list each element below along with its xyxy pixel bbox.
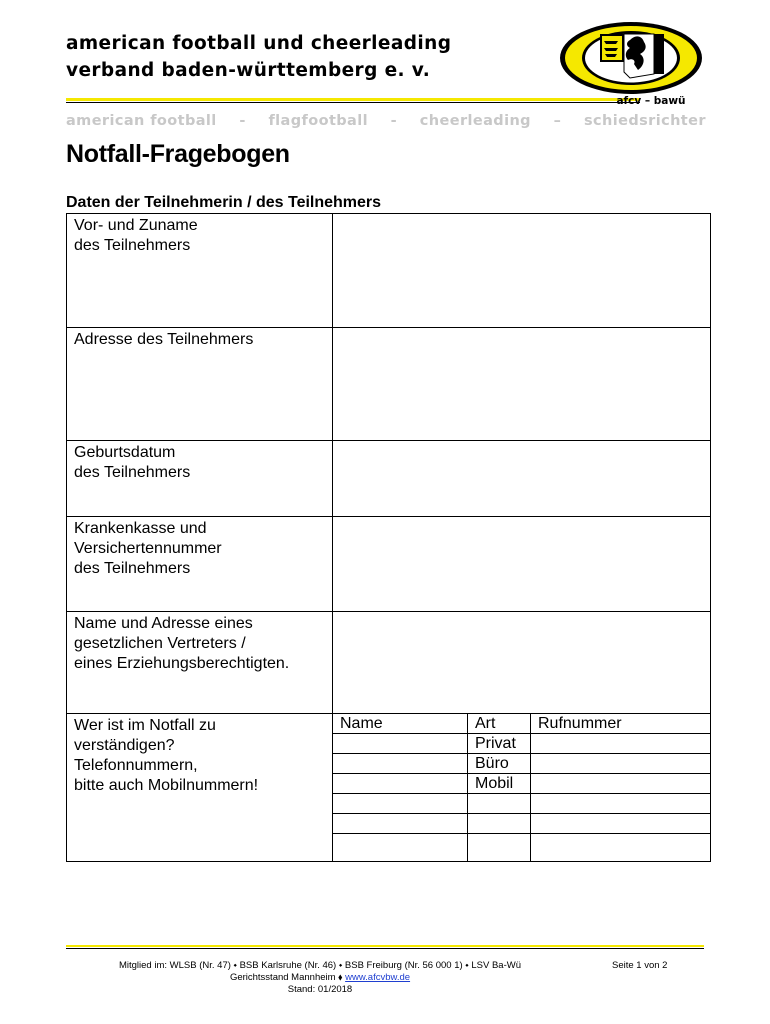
label-line: bitte auch Mobilnummern! bbox=[74, 777, 259, 794]
sport-american-football: american football bbox=[66, 113, 217, 129]
footer-court bbox=[90, 972, 550, 984]
label-line: Telefonnummern, bbox=[74, 757, 198, 774]
form-row-address bbox=[67, 328, 711, 441]
label-line: Vor- und Zuname bbox=[74, 217, 198, 234]
website-link[interactable]: www.afcvbw.de bbox=[345, 972, 411, 983]
contact-phone-field[interactable] bbox=[531, 814, 711, 834]
afcv-logo bbox=[558, 20, 708, 100]
contact-phone-field[interactable] bbox=[531, 774, 711, 794]
contact-row bbox=[333, 814, 710, 834]
label-line: verständigen? bbox=[74, 737, 175, 754]
org-name-line-2: verband baden-württemberg e. v. bbox=[66, 60, 431, 81]
contact-row bbox=[333, 834, 710, 862]
contacts-header-phone: Rufnummer bbox=[531, 714, 711, 734]
form-row-birthdate bbox=[67, 441, 711, 517]
footer-rule-yellow bbox=[66, 945, 704, 947]
footer-rule-black bbox=[66, 948, 704, 949]
birthdate-field[interactable] bbox=[333, 441, 711, 517]
org-name-line-1: american football und cheerleading bbox=[66, 33, 452, 54]
logo-caption: afcv – bawü bbox=[616, 95, 686, 107]
contact-row bbox=[333, 794, 710, 814]
label-line: Adresse des Teilnehmers bbox=[74, 331, 254, 348]
footer-court-text: Gerichtsstand Mannheim ⬧ bbox=[229, 972, 343, 983]
sports-line bbox=[66, 113, 706, 129]
footer-stand: Stand: 01/2018 bbox=[287, 984, 353, 995]
contact-row bbox=[333, 754, 710, 774]
field-label bbox=[67, 714, 333, 862]
field-label bbox=[67, 328, 333, 441]
contacts-header-name: Name bbox=[333, 714, 468, 734]
sport-separator: - bbox=[239, 113, 246, 129]
header-rule-yellow bbox=[66, 98, 640, 101]
label-line: Name und Adresse eines bbox=[74, 615, 253, 632]
name-field[interactable] bbox=[333, 214, 711, 328]
form-row-guardian bbox=[67, 612, 711, 714]
label-line: eines Erziehungsberechtigten. bbox=[74, 655, 290, 672]
contact-name-field[interactable] bbox=[333, 734, 468, 754]
contacts-header-art: Art bbox=[468, 714, 531, 734]
label-line: des Teilnehmers bbox=[74, 560, 191, 577]
contact-type-field[interactable] bbox=[468, 834, 531, 862]
form-row-emergency-contacts bbox=[67, 714, 711, 862]
contact-type: Privat bbox=[468, 734, 531, 754]
page-title: Notfall-Fragebogen bbox=[66, 140, 290, 168]
address-field[interactable] bbox=[333, 328, 711, 441]
form-row-name bbox=[67, 214, 711, 328]
contact-phone-field[interactable] bbox=[531, 754, 711, 774]
label-line: gesetzlichen Vertreters / bbox=[74, 635, 246, 652]
guardian-field[interactable] bbox=[333, 612, 711, 714]
insurance-field[interactable] bbox=[333, 517, 711, 612]
sport-separator: – bbox=[553, 113, 562, 129]
contact-name-field[interactable] bbox=[333, 754, 468, 774]
contact-phone-field[interactable] bbox=[531, 834, 711, 862]
contact-type-field[interactable] bbox=[468, 794, 531, 814]
contact-row bbox=[333, 734, 710, 754]
field-label bbox=[67, 517, 333, 612]
contacts-header-row bbox=[333, 714, 710, 734]
contact-type: Mobil bbox=[468, 774, 531, 794]
page-number: Seite 1 von 2 bbox=[612, 960, 668, 971]
contact-name-field[interactable] bbox=[333, 794, 468, 814]
label-line: des Teilnehmers bbox=[74, 237, 191, 254]
footer-memberships: Mitglied im: WLSB (Nr. 47) ⬩ BSB Karlsruhe (Nr. 46) ⬩ BSB Freiburg (Nr. 56 000 1) ⬩ LSV Ba-Wü bbox=[118, 960, 521, 971]
contact-name-field[interactable] bbox=[333, 834, 468, 862]
label-line: des Teilnehmers bbox=[74, 464, 191, 481]
contact-name-field[interactable] bbox=[333, 774, 468, 794]
label-line: Geburtsdatum bbox=[74, 444, 176, 461]
sport-schiedsrichter: schiedsrichter bbox=[584, 113, 706, 129]
footer bbox=[90, 960, 550, 996]
organization-name bbox=[66, 30, 451, 84]
field-label bbox=[67, 214, 333, 328]
football-logo-icon bbox=[558, 20, 708, 100]
label-line: Wer ist im Notfall zu bbox=[74, 717, 216, 734]
contact-phone-field[interactable] bbox=[531, 734, 711, 754]
sport-cheerleading: cheerleading bbox=[419, 113, 531, 129]
label-line: Versichertennummer bbox=[74, 540, 222, 557]
sport-flagfootball: flagfootball bbox=[268, 113, 368, 129]
label-line: Krankenkasse und bbox=[74, 520, 207, 537]
field-label bbox=[67, 441, 333, 517]
contacts-table bbox=[333, 714, 710, 861]
form-row-insurance bbox=[67, 517, 711, 612]
section-heading: Daten der Teilnehmerin / des Teilnehmers bbox=[66, 194, 382, 211]
contact-name-field[interactable] bbox=[333, 814, 468, 834]
contact-type: Büro bbox=[468, 754, 531, 774]
field-label bbox=[67, 612, 333, 714]
participant-form bbox=[66, 213, 711, 862]
contact-row bbox=[333, 774, 710, 794]
contact-phone-field[interactable] bbox=[531, 794, 711, 814]
contacts-cell bbox=[333, 714, 711, 862]
sport-separator: - bbox=[390, 113, 398, 129]
header-rule-black bbox=[66, 102, 640, 103]
contact-type-field[interactable] bbox=[468, 814, 531, 834]
